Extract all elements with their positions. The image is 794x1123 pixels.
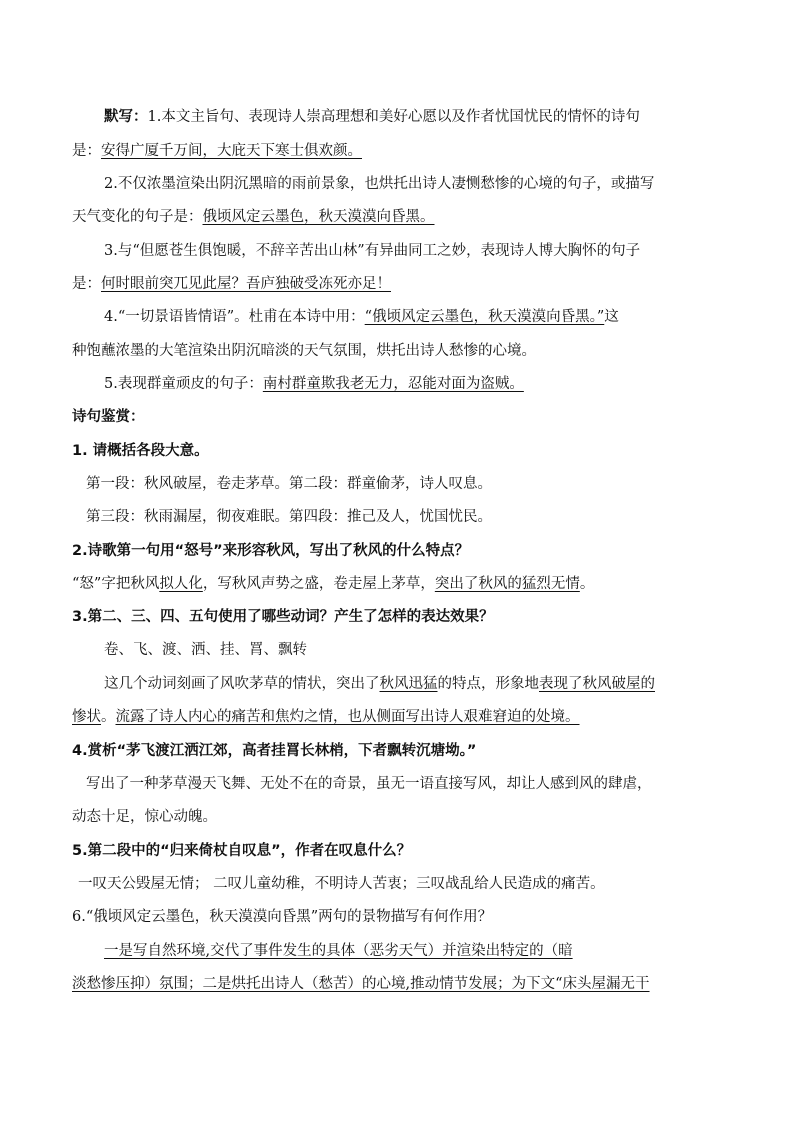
moxie-item1-line2: 是：安得广厦千万间，大庇天下寒士俱欢颜。 xyxy=(72,143,362,159)
moxie-answer-1: 安得广厦千万间，大庇天下寒士俱欢颜。 xyxy=(101,143,362,159)
moxie-answer-3: 何时眼前突兀见此屋？吾庐独破受冻死亦足！ xyxy=(101,276,391,292)
question-6: 6.“俄顷风定云墨色，秋天漠漠向昏黑”两句的景物描写有何作用？ xyxy=(72,909,493,925)
moxie-answer-4: “俄顷风定云墨色，秋天漠漠向昏黑。” xyxy=(364,309,605,325)
question-2: 2.诗歌第一句用“怒号”来形容秋风，写出了秋风的什么特点？ xyxy=(72,543,470,559)
answer-2: “怒”字把秋风拟人化，写秋风声势之盛，卷走屋上茅草，突出了秋风的猛烈无情。 xyxy=(72,576,595,592)
answer-3-line1: 这几个动词刻画了风吹茅草的情状，突出了秋风迅猛的特点，形象地表现了秋风破屋的 xyxy=(104,676,655,692)
answer-6-line1: 一是写自然环境,交代了事件发生的具体（恶劣天气）并渲染出特定的（暗 xyxy=(104,943,573,959)
answer-1-line1: 第一段：秋风破屋，卷走茅草。第二段：群童偷茅，诗人叹息。 xyxy=(86,476,492,492)
moxie-item4-line1: 4.“一切景语皆情语”。杜甫在本诗中用：“俄顷风定云墨色，秋天漠漠向昏黑。”这 xyxy=(104,309,619,325)
answer-1-line2: 第三段：秋雨漏屋，彻夜难眠。第四段：推己及人，忧国忧民。 xyxy=(86,509,492,525)
question-5: 5.第二段中的“归来倚杖自叹息”，作者在叹息什么？ xyxy=(72,843,412,859)
answer-5: 一叹天公毁屋无情； 二叹儿童幼稚，不明诗人苦衷；三叹战乱给人民造成的痛苦。 xyxy=(78,876,605,892)
moxie-answer-5: 南村群童欺我老无力，忍能对面为盗贼。 xyxy=(262,376,524,392)
answer-4-line1: 写出了一种茅草漫天飞舞、无处不在的奇景，虽无一语直接写风，却让人感到风的肆虐， xyxy=(86,776,652,792)
question-4: 4.赏析“茅飞渡江洒江郊，高者挂罥长林梢，下者飘转沉塘坳。” xyxy=(72,743,477,759)
jianshang-heading: 诗句鉴赏： xyxy=(72,409,145,425)
moxie-item3-line2: 是：何时眼前突兀见此屋？吾庐独破受冻死亦足！ xyxy=(72,276,391,292)
moxie-answer-2: 俄顷风定云墨色，秋天漠漠向昏黑。 xyxy=(202,209,435,225)
answer-3-line2: 惨状。流露了诗人内心的痛苦和焦灼之情，也从侧面写出诗人艰难窘迫的处境。 xyxy=(72,709,580,725)
question-1: 1. 请概括各段大意。 xyxy=(72,443,209,459)
moxie-item2-line2: 天气变化的句子是：俄顷风定云墨色，秋天漠漠向昏黑。 xyxy=(72,209,435,225)
moxie-item2-line1: 2.不仅浓墨渲染出阴沉黑暗的雨前景象，也烘托出诗人凄恻愁惨的心境的句子，或描写 xyxy=(104,176,655,192)
moxie-item4-line2: 种饱蘸浓墨的大笔渲染出阴沉暗淡的天气氛围，烘托出诗人愁惨的心境。 xyxy=(72,343,536,359)
moxie-item1-line1: 默写：1.本文主旨句、表现诗人崇高理想和美好心愿以及作者忧国忧民的情怀的诗句 xyxy=(104,109,640,125)
answer-4-line2: 动态十足，惊心动魄。 xyxy=(72,809,217,825)
answer-3-verbs: 卷、飞、渡、洒、挂、罥、飘转 xyxy=(104,642,307,658)
moxie-heading: 默写： xyxy=(104,109,148,125)
moxie-item3-line1: 3.与“但愿苍生俱饱暖，不辞辛苦出山林”有异曲同工之妙，表现诗人博大胸怀的句子 xyxy=(104,243,641,259)
answer-6-line2: 淡愁惨压抑）氛围；二是烘托出诗人（愁苦）的心境,推动情节发展；为下文“床头屋漏无干 xyxy=(72,976,650,992)
moxie-item5-line: 5.表现群童顽皮的句子：南村群童欺我老无力，忍能对面为盗贼。 xyxy=(104,376,524,392)
question-3: 3.第二、三、四、五句使用了哪些动词？产生了怎样的表达效果？ xyxy=(72,609,494,625)
